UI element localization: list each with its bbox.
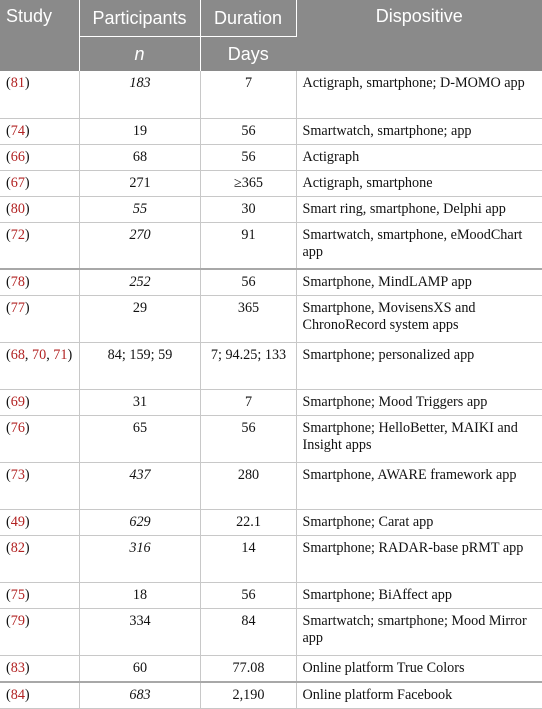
dispositive-cell: Smart ring, smartphone, Delphi app [296,196,542,222]
table-row [0,343,542,390]
reference-link[interactable]: 67 [10,174,25,191]
table-header [0,0,542,71]
participants-cell: 18 [79,583,200,609]
dispositive-cell: Smartphone, MovisensXS and ChronoRecord system apps [296,296,542,343]
study-cell: (67) [0,170,79,196]
header-study: Study [0,0,79,71]
dispositive-cell: Online platform True Colors [296,656,542,683]
reference-link[interactable]: 81 [10,75,25,91]
reference-link[interactable]: 70 [32,347,47,363]
duration-cell: 56 [200,144,296,170]
participants-cell: 334 [79,609,200,656]
header-participants: Participants [79,0,200,37]
study-cell: (84) [0,682,79,709]
table-row [0,269,542,296]
participants-cell: 60 [79,656,200,683]
dispositive-cell: Actigraph, smartphone; D-MOMO app [296,71,542,118]
dispositive-cell: Smartphone; BiAffect app [296,583,542,609]
participants-cell: 31 [79,390,200,416]
reference-link[interactable]: 74 [10,122,25,139]
reference-link[interactable]: 68 [10,347,25,363]
dispositive-cell: Smartphone, AWARE framework app [296,463,542,510]
reference-link[interactable]: 69 [10,394,25,410]
duration-cell: 2,190 [200,682,296,709]
participants-cell: 55 [79,196,200,222]
table-body [0,71,542,709]
duration-cell: 365 [200,296,296,343]
dispositive-cell: Actigraph, smartphone [296,170,542,196]
reference-link[interactable]: 77 [10,300,25,316]
duration-cell: ≥365 [200,170,296,196]
table-row [0,463,542,510]
reference-link[interactable]: 49 [10,514,25,530]
dispositive-cell: Actigraph [296,144,542,170]
duration-cell: 77.08 [200,656,296,683]
participants-cell: 252 [79,269,200,296]
study-cell: (80) [0,196,79,222]
study-cell: (73) [0,463,79,510]
header-participants-sub: n [79,37,200,72]
participants-cell: 316 [79,536,200,583]
table-row [0,144,542,170]
table-row [0,583,542,609]
reference-link[interactable]: 71 [53,347,68,363]
table-row [0,170,542,196]
reference-link[interactable]: 82 [10,540,25,556]
duration-cell: 91 [200,222,296,269]
participants-cell: 29 [79,296,200,343]
reference-link[interactable]: 78 [10,274,25,290]
duration-cell: 280 [200,463,296,510]
duration-cell: 56 [200,583,296,609]
duration-cell: 14 [200,536,296,583]
table-row [0,656,542,683]
participants-cell: 19 [79,118,200,144]
participants-cell: 629 [79,510,200,536]
duration-cell: 7 [200,71,296,118]
dispositive-cell: Smartwatch, smartphone; app [296,118,542,144]
study-cell: (78) [0,269,79,296]
table-row [0,118,542,144]
study-cell: (76) [0,416,79,463]
table-row [0,682,542,709]
study-cell: (49) [0,510,79,536]
table-row [0,196,542,222]
table-row [0,71,542,118]
duration-cell: 7 [200,390,296,416]
dispositive-cell: Smartphone; RADAR-base pRMT app [296,536,542,583]
participants-cell: 683 [79,682,200,709]
header-duration-sub: Days [200,37,296,72]
reference-link[interactable]: 73 [10,467,25,483]
reference-link[interactable]: 79 [10,613,25,629]
duration-cell: 56 [200,269,296,296]
study-cell: (81) [0,71,79,118]
table-row [0,510,542,536]
dispositive-cell: Smartphone; Mood Triggers app [296,390,542,416]
study-cell: (68, 70, 71) [0,343,79,390]
reference-link[interactable]: 80 [10,200,25,217]
participants-cell: 271 [79,170,200,196]
reference-link[interactable]: 66 [10,148,25,165]
study-cell: (69) [0,390,79,416]
study-cell: (72) [0,222,79,269]
dispositive-cell: Smartphone; personalized app [296,343,542,390]
dispositive-cell: Smartphone; Carat app [296,510,542,536]
study-cell: (79) [0,609,79,656]
study-cell: (66) [0,144,79,170]
table-row [0,390,542,416]
header-dispositive: Dispositive [296,0,542,71]
duration-cell: 56 [200,416,296,463]
participants-cell: 183 [79,71,200,118]
dispositive-cell: Smartwatch, smartphone, eMoodChart app [296,222,542,269]
dispositive-cell: Smartwatch; smartphone; Mood Mirror app [296,609,542,656]
dispositive-cell: Online platform Facebook [296,682,542,709]
study-cell: (77) [0,296,79,343]
header-duration: Duration [200,0,296,37]
reference-link[interactable]: 76 [10,420,25,436]
table-row [0,222,542,269]
duration-cell: 30 [200,196,296,222]
table-row [0,609,542,656]
participants-cell: 270 [79,222,200,269]
participants-cell: 65 [79,416,200,463]
duration-cell: 7; 94.25; 133 [200,343,296,390]
reference-link[interactable]: 83 [10,660,25,676]
study-cell: (75) [0,583,79,609]
duration-cell: 56 [200,118,296,144]
dispositive-cell: Smartphone; HelloBetter, MAIKI and Insight apps [296,416,542,463]
reference-link[interactable]: 84 [10,687,25,703]
participants-cell: 84; 159; 59 [79,343,200,390]
table-row [0,296,542,343]
dispositive-cell: Smartphone, MindLAMP app [296,269,542,296]
reference-link[interactable]: 75 [10,587,25,603]
reference-link[interactable]: 72 [10,226,25,243]
table-row [0,416,542,463]
participants-cell: 68 [79,144,200,170]
duration-cell: 84 [200,609,296,656]
study-cell: (74) [0,118,79,144]
table-row [0,536,542,583]
duration-cell: 22.1 [200,510,296,536]
study-cell: (82) [0,536,79,583]
participants-cell: 437 [79,463,200,510]
study-cell: (83) [0,656,79,683]
